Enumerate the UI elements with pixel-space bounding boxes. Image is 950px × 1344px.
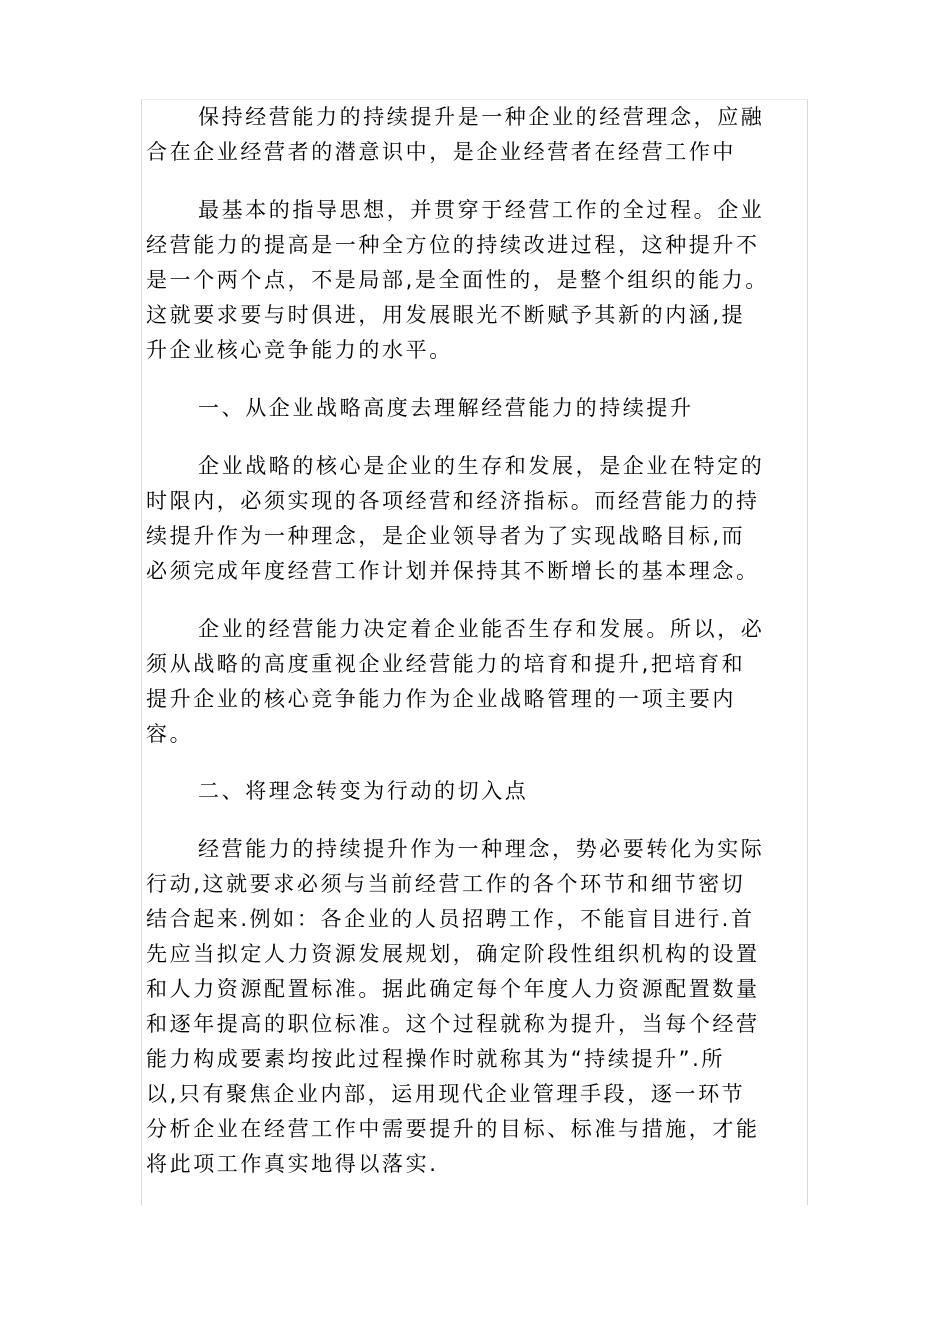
text-line: 能力构成要素均按此过程操作时就称其为“持续提升”.所 [146, 1047, 726, 1071]
text-line: 经营能力的提高是一种全方位的持续改进过程，这种提升不 [146, 233, 760, 257]
text-line: 须从战略的高度重视企业经营能力的培育和提升,把培育和 [146, 652, 746, 676]
text-line: 以,只有聚焦企业内部，运用现代企业管理手段，逐一环节 [146, 1082, 746, 1106]
text-line: 是一个两个点，不是局部,是全面性的，是整个组织的能力。 [146, 268, 769, 292]
document-page [141, 99, 808, 1205]
text-line: 这就要求要与时俱进，用发展眼光不断赋予其新的内涵,提 [146, 303, 746, 327]
text-line: 经营能力的持续提升作为一种理念，势必要转化为实际 [198, 837, 765, 861]
text-line: 将此项工作真实地得以落实. [146, 1152, 439, 1176]
text-line: 企业的经营能力决定着企业能否生存和发展。所以，必 [198, 617, 765, 641]
text-line: 必须完成年度经营工作计划并保持其不断增长的基本理念。 [146, 559, 760, 583]
text-line: 企业战略的核心是企业的生存和发展，是企业在特定的 [198, 454, 765, 478]
text-line: 和人力资源配置标准。据此确定每个年度人力资源配置数量 [146, 977, 760, 1001]
text-line: 和逐年提高的职位标准。这个过程就称为提升，当每个经营 [146, 1012, 760, 1036]
text-line: 升企业核心竞争能力的水平。 [146, 338, 453, 362]
text-line: 时限内，必须实现的各项经营和经济指标。而经营能力的持 [146, 489, 760, 513]
text-line: 分析企业在经营工作中需要提升的目标、标准与措施，才能 [146, 1117, 760, 1141]
paragraph-intro-1 [146, 100, 806, 170]
heading-text: 一、从企业战略高度去理解经营能力的持续提升 [198, 396, 694, 420]
text-line: 行动,这就要求必须与当前经营工作的各个环节和细节密切 [146, 872, 746, 896]
heading-text: 二、将理念转变为行动的切入点 [198, 779, 529, 803]
section-heading-2 [146, 774, 806, 809]
text-line: 容。 [146, 722, 194, 746]
paragraph-strategy-2 [146, 612, 806, 752]
text-line: 最基本的指导思想，并贯穿于经营工作的全过程。企业 [198, 198, 765, 222]
paragraph-strategy-1 [146, 449, 806, 589]
text-line: 提升企业的核心竞争能力作为企业战略管理的一项主要内 [146, 687, 736, 711]
text-line: 合在企业经营者的潜意识中，是企业经营者在经营工作中 [146, 140, 736, 164]
text-line: 续提升作为一种理念，是企业领导者为了实现战略目标,而 [146, 524, 746, 548]
text-line: 先应当拟定人力资源发展规划，确定阶段性组织机构的设置 [146, 942, 760, 966]
text-line: 保持经营能力的持续提升是一种企业的经营理念，应融 [198, 105, 765, 129]
text-line: 结合起来.例如：各企业的人员招聘工作，不能盲目进行.首 [146, 907, 755, 931]
paragraph-intro-2 [146, 193, 806, 368]
section-heading-1 [146, 391, 806, 426]
paragraph-action [146, 832, 806, 1182]
